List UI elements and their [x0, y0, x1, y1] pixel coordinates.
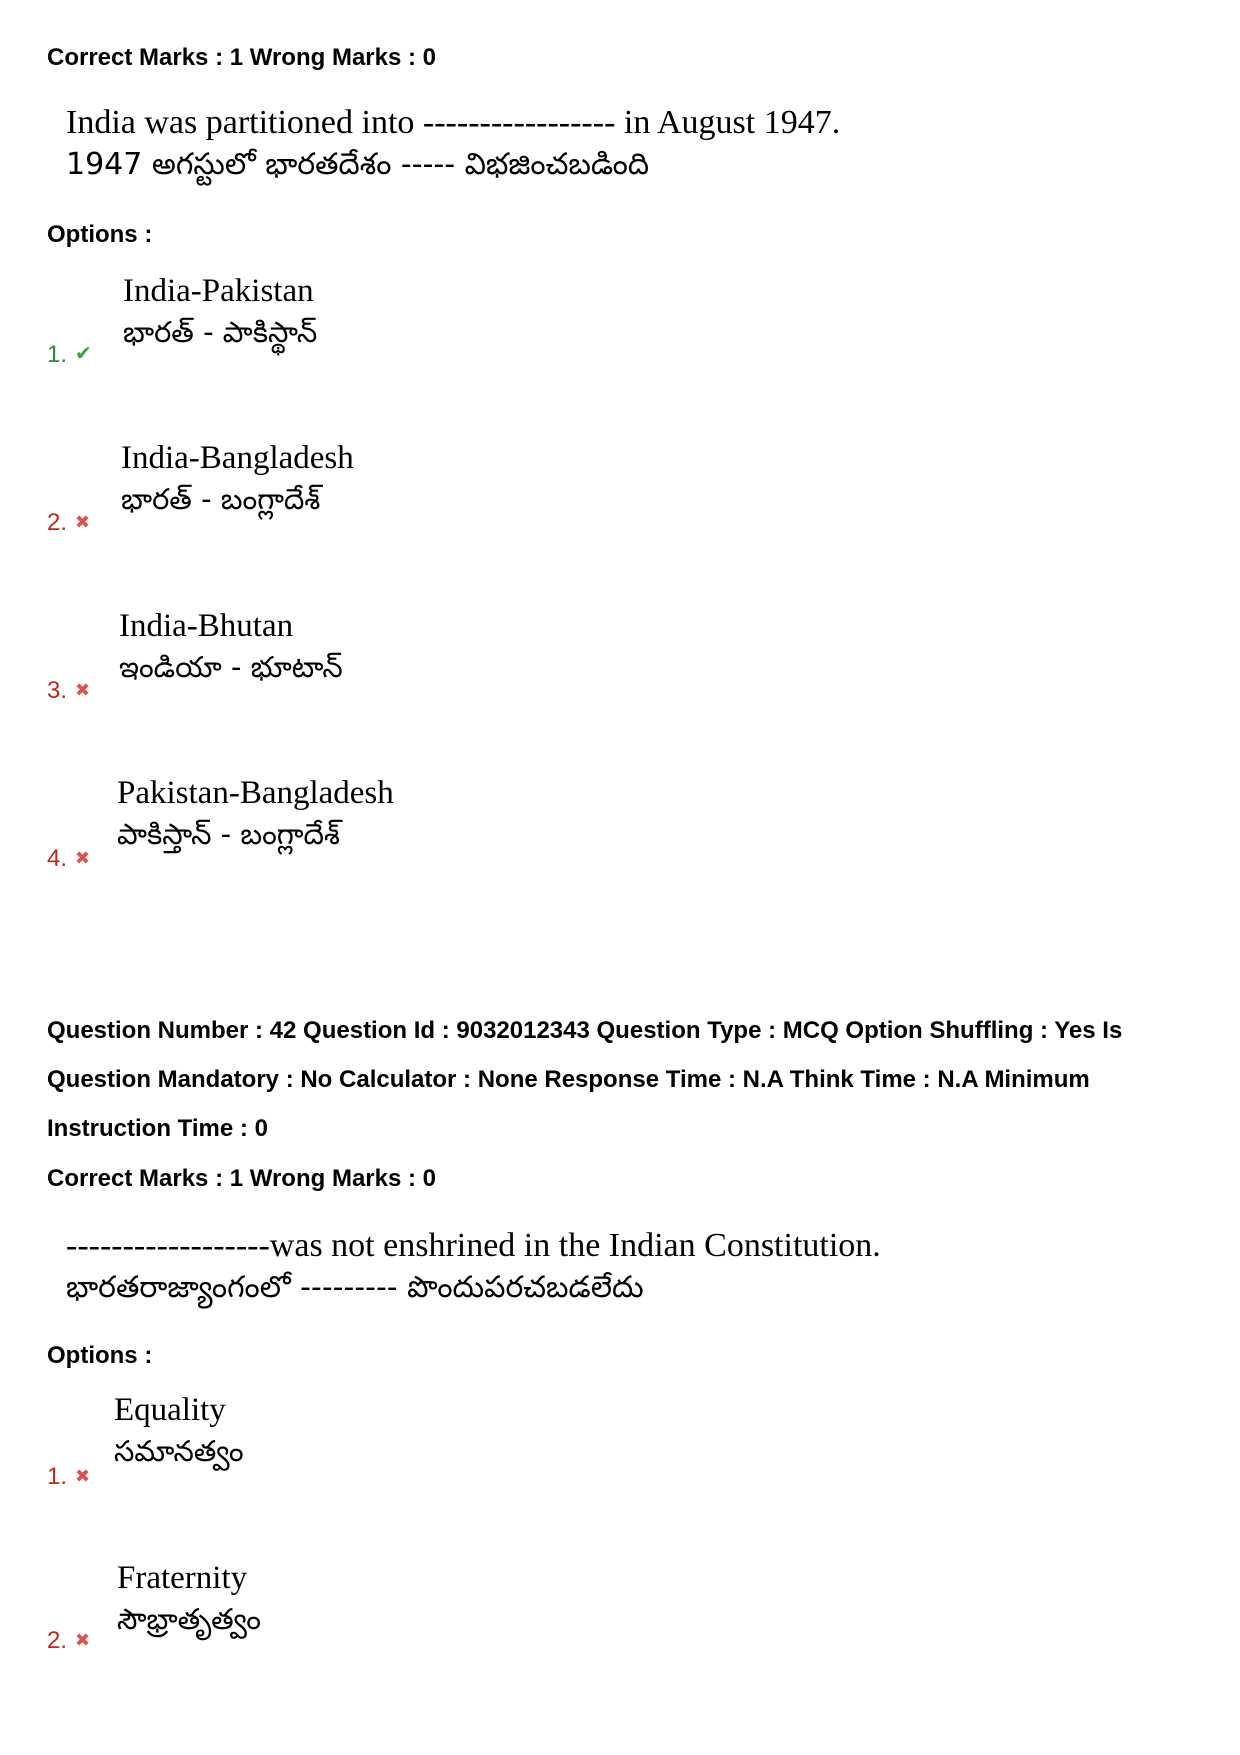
q41-option-3-te: ఇండియా - భూటాన్: [119, 650, 343, 684]
option-number: 3.: [47, 677, 68, 704]
q42-options-label: Options :: [47, 1342, 153, 1369]
q41-option-4-number: [47, 845, 90, 873]
q41-option-2-en: India-Bangladesh: [121, 440, 354, 476]
q42-option-2-number: [47, 1627, 90, 1655]
q42-marks: Correct Marks : 1 Wrong Marks : 0: [47, 1165, 437, 1192]
q42-question-en: ------------------was not enshrined in the Indian Constitution.: [66, 1227, 881, 1264]
option-number: 2.: [47, 509, 68, 536]
cross-icon: ✖: [75, 1466, 91, 1486]
q41-option-4-en: Pakistan-Bangladesh: [117, 775, 394, 811]
q41-question-te: 1947 అగస్టులో భారతదేశం ----- విభజించబడింది: [66, 147, 650, 182]
q41-option-4-te: పాకిస్తాన్ - బంగ్లాదేశ్: [117, 817, 340, 851]
q42-option-2-en: Fraternity: [117, 1560, 248, 1596]
q42-option-1-en: Equality: [114, 1392, 226, 1428]
q42-meta: Question Number : 42 Question Id : 9032012343 Question Type : MCQ Option Shuffling : Yes Is Question Mandatory : No Calculator : None Response Time : N.A Think Time : N.A Minimum Instruction Time : 0: [47, 1017, 1123, 1142]
option-number: 2.: [47, 1627, 68, 1654]
q41-option-1-en: India-Pakistan: [123, 273, 314, 309]
q41-option-2-te: భారత్ - బంగ్లాదేశ్: [121, 482, 321, 516]
cross-icon: ✖: [75, 512, 91, 532]
q41-option-1-te: భారత్ - పాకిస్థాన్: [123, 315, 318, 349]
option-number: 1.: [47, 1463, 68, 1490]
q41-option-3-en: India-Bhutan: [119, 608, 294, 644]
cross-icon: ✖: [75, 680, 91, 700]
q41-question-en: India was partitioned into ----------------- in August 1947.: [66, 104, 841, 141]
q42-question-te: భారతరాజ్యాంగంలో --------- పొందుపరచబడలేదు: [66, 1270, 644, 1305]
option-number: 4.: [47, 845, 68, 872]
q42-option-1-te: సమానత్వం: [114, 1434, 244, 1468]
q41-option-2-number: [47, 509, 90, 537]
check-icon: ✔: [75, 343, 92, 365]
q41-option-3-number: [47, 677, 90, 705]
cross-icon: ✖: [75, 1630, 91, 1650]
q42-option-1-number: [47, 1463, 90, 1491]
option-number: 1.: [47, 341, 68, 368]
q42-option-2-te: సౌభ్రాతృత్వం: [117, 1602, 261, 1636]
cross-icon: ✖: [75, 848, 91, 868]
q41-marks: Correct Marks : 1 Wrong Marks : 0: [47, 44, 437, 71]
q41-option-1-number: [47, 341, 92, 369]
q41-options-label: Options :: [47, 221, 153, 248]
